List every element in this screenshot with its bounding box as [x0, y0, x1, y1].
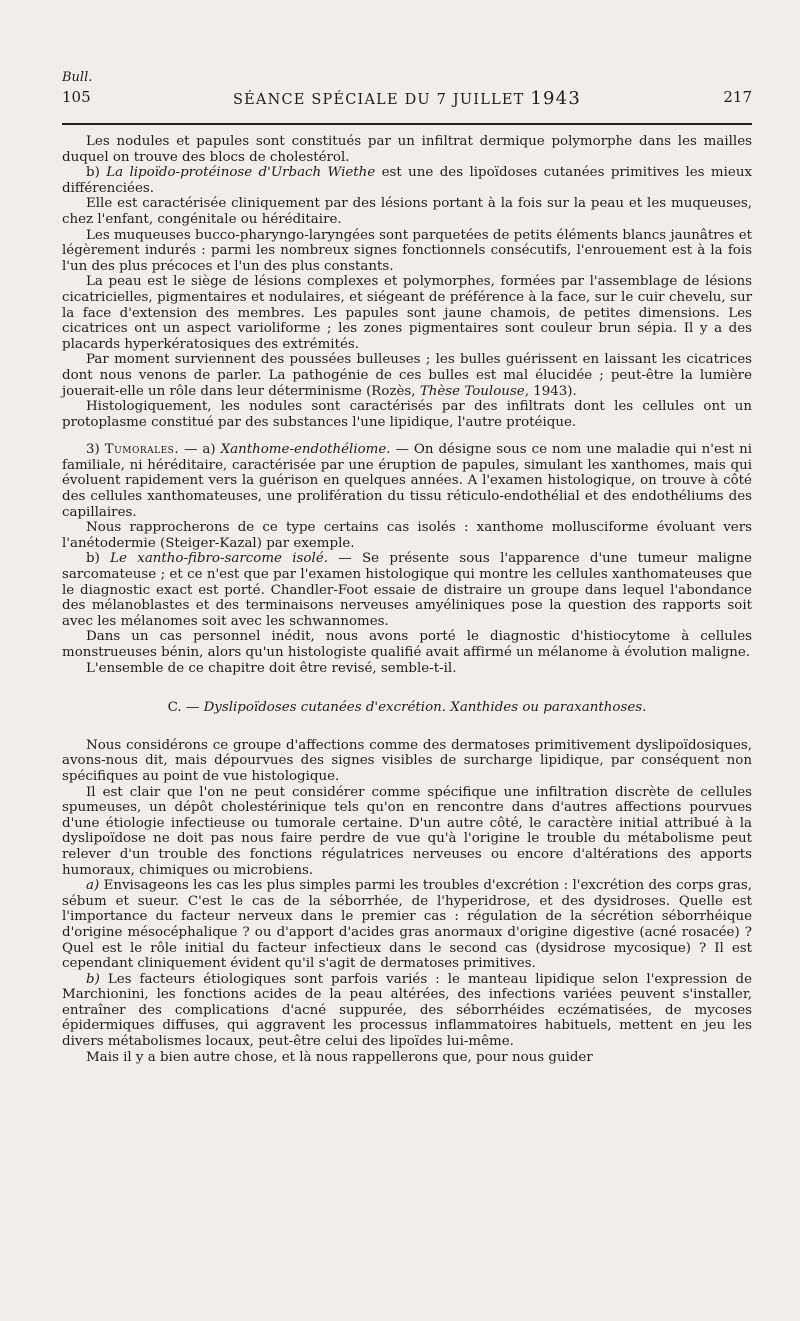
paragraph: Les nodules et papules sont constitués par un infiltrat dermique polymorphe dans les mailles duquel on trouve des blocs de cholestérol. — [62, 134, 752, 165]
paragraph-text: Les facteurs étiologiques sont parfois variés : le manteau lipidique selon l'expression de Marchionini, les fonctions acides de la peau altérées, des infections variées peuvent s'installer, entraîner des complications d'acné suppurée, des séborrhéides eczématisées, de mycoses épidermiques diffuses, qui aggravent les processus inflammatoires habituels, mettent en jeu les divers métabolismes locaux, peut-être celui des lipoïdes lui-même. — [62, 971, 752, 1050]
paragraph: Les muqueuses bucco-pharyngo-laryngées sont parquetées de petits éléments blancs jaunâtres et légèrement indurés : parmi les nombreux signes fonctionnels consécutifs, l'enrouement est à la fois l'un des plus précoces et l'un des plus constants. — [62, 227, 752, 274]
paragraph: Elle est caractérisée cliniquement par des lésions portant à la fois sur la peau et les muqueuses, chez l'enfant, congénitale ou héréditaire. — [62, 196, 752, 227]
paragraph — [62, 551, 752, 629]
paragraph — [62, 972, 752, 1050]
paragraph: Mais il y a bien autre chose, et là nous rappellerons que, pour nous guider — [86, 1049, 593, 1065]
item-marker: — a) — [179, 442, 221, 458]
paragraph — [62, 878, 752, 972]
italic-citation: Thèse Toulouse — [419, 383, 525, 399]
paragraph-text: , 1943). — [524, 383, 577, 399]
header-year: 1943 — [530, 88, 581, 109]
body-text — [62, 134, 752, 1065]
paragraph: Dans un cas personnel inédit, nous avons porté le diagnostic d'histiocytome à cellules monstrueuses bénin, alors qu'un histologiste qualifié avait affirmé un mélanome à évolution maligne. — [62, 629, 752, 660]
paragraph — [62, 352, 752, 399]
paragraph: La peau est le siège de lésions complexes et polymorphes, formées par l'assemblage de lésions cicatricielles, pigmentaires et nodulaires, et siégeant de préférence à la face, sur le cuir chevelu, sur la face d'extension des membres. Les papules sont jaune chamois, de petites dimensions. Les cicatrices ont un aspect varioliforme ; les zones pigmentaires sont couleur brun sépia. Il y a des placards hyperkératosiques des extrémités. — [62, 274, 752, 352]
paragraph-text: Envisageons les cas les plus simples parmi les troubles d'excrétion : l'excrétion des corps gras, sébum et sueur. C'est le cas de la séborrhée, de l'hyperidrose, et des dysidroses. Quelle est l'importance du facteur nerveux dans le premier cas : régulation de la sécrétion séborrhéique d'origine mésocéphalique ? ou d'apport d'acides gras anormaux d'origine digestive (acné rosacée) ? Quel est le rôle initial du facteur infectieux dans le second cas (dysidrose mycosique) ? Il est cependant cliniquement évident qu'il s'agit de dermatoses primitives. — [62, 878, 752, 972]
running-header — [62, 88, 752, 110]
item-marker: b) — [86, 551, 111, 567]
heading-title: Dyslipoïdoses cutanées d'excrétion. Xanthides ou paraxanthoses. — [203, 700, 647, 716]
paragraph: L'ensemble de ce chapitre doit être revisé, semble-t-il. — [86, 660, 457, 676]
paragraph: Histologiquement, les nodules sont caractérisés par des infiltrats dont les cellules ont un protoplasme constitué par des substances l'une lipidique, l'autre protéique. — [62, 399, 752, 430]
item-marker: b) — [86, 971, 108, 987]
paragraph: Nous considérons ce groupe d'affections comme des dermatoses primitivement dyslipoïdosiques, avons-nous dit, mais dépourvues des signes visibles de surcharge lipidique, par conséquent non spécifiques au point de vue histologique. — [62, 737, 752, 784]
header-title — [62, 88, 752, 109]
item-marker: a) — [86, 878, 104, 894]
heading-prefix: C. — — [167, 700, 204, 716]
paragraph-text: Par moment surviennent des poussées bulleuses ; les bulles guérissent en laissant les cicatrices dont nous venons de parler. La pathogénie de ces bulles est mal élucidée ; peut-être la lumière jouerait-elle un rôle dans leur déterminisme (Rozès, — [62, 352, 752, 399]
paragraph — [62, 165, 752, 196]
paragraph-text: — On désigne sous ce nom une maladie qui n'est ni familiale, ni héréditaire, caractérisée par une éruption de papules, simulant les xanthomes, mais qui évoluent rapidement vers la guérison en quelques années. A l'examen histologique, on trouve à côté des cellules xanthomateuses, une prolifération du tissu réticulo-endothélial et des endothéliums des capillaires. — [62, 442, 752, 520]
header-title-main: SÉANCE SPÉCIALE DU 7 JUILLET — [233, 92, 525, 108]
journal-abbreviation: Bull. — [62, 70, 93, 85]
paragraph-text: — Se présente sous l'apparence d'une tumeur maligne sarcomateuse ; et ce n'est que par l'examen histologique qui montre les cellules xanthomateuses que le diagnostic exact est porté. Chandler-Foot essaie de distraire un groupe dans lequel l'abondance des mélanoblastes et des terminaisons nerveuses amyéliniques pose la question des rapports soit avec les mélanomes soit avec les schwannomes. — [62, 551, 752, 629]
paragraph: Il est clair que l'on ne peut considérer comme spécifique une infiltration discrète de cellules spumeuses, un dépôt cholestérinique tels qu'on en rencontre dans d'autres affections pourvues d'une étiologie infectieuse ou tumorale certaine. D'un autre côté, le caractère initial attribué à la dyslipoïdose ne doit pas nous faire perdre de vue qu'à l'origine le trouble du métabolisme peut relever d'un trouble des fonctions régulatrices nerveuses ou encore d'altérations des apports humoraux, chimiques ou microbiens. — [62, 784, 752, 878]
section-heading — [62, 700, 752, 716]
page-number: 217 — [723, 88, 752, 106]
italic-term: Xanthome-endothéliome. — [220, 442, 391, 458]
italic-term: Le xantho-fibro-sarcome isolé. — [110, 551, 328, 567]
italic-term: La lipoïdo-protéinose d'Urbach Wiethe — [106, 165, 376, 181]
section-label: Tumorales. — [104, 442, 180, 458]
section-number: 3) — [86, 442, 105, 458]
paragraph — [62, 442, 752, 520]
paragraph-text: est une des lipoïdoses cutanées primitives les mieux différenciées. — [62, 165, 753, 196]
header-rule — [62, 123, 752, 125]
paragraph: Nous rapprocherons de ce type certains cas isolés : xanthome mollusciforme évoluant vers l'anétodermie (Steiger-Kazal) par exemple. — [62, 520, 752, 551]
item-marker: b) — [86, 165, 107, 181]
volume-number: 105 — [62, 88, 91, 106]
